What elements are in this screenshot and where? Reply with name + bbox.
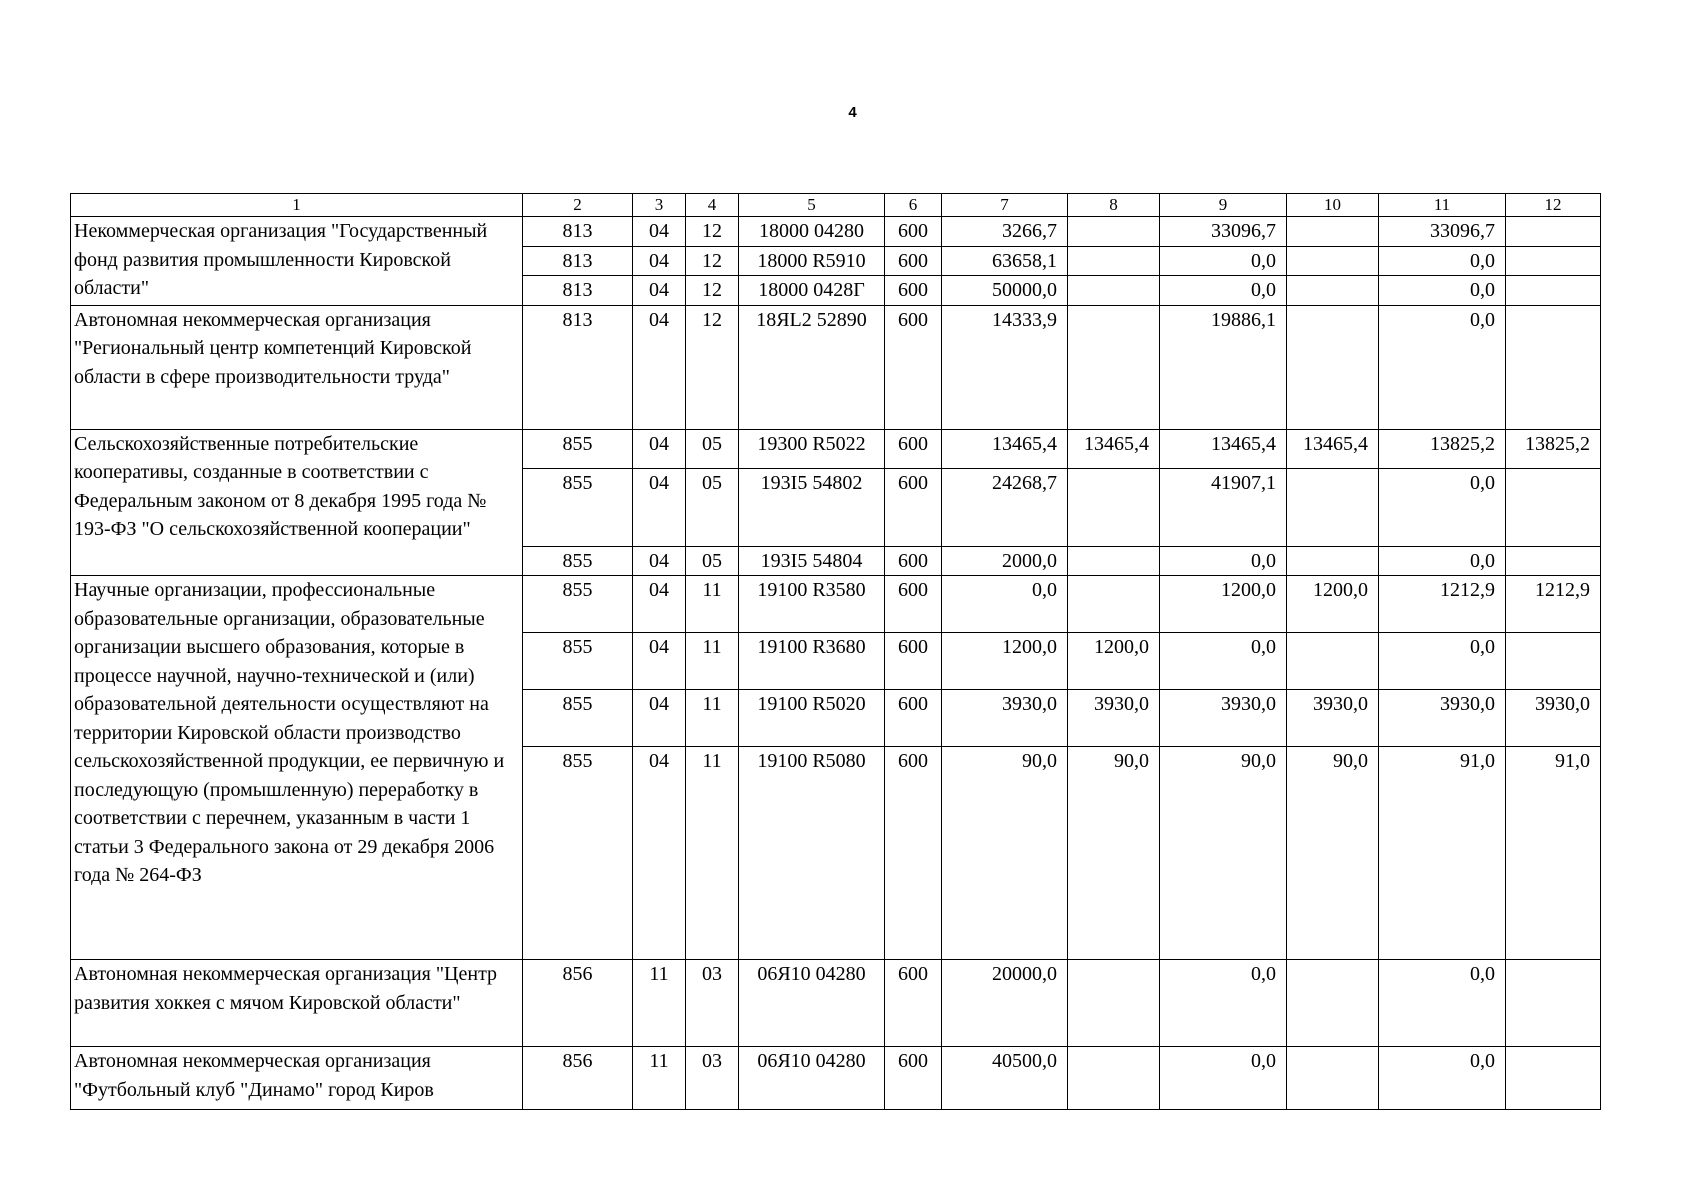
table-cell-col-12 (1506, 1047, 1601, 1110)
organization-name: Автономная некоммерческая организация "Центр развития хоккея с мячом Кировской области" (71, 960, 523, 1047)
table-cell-col-12: 3930,0 (1506, 690, 1601, 747)
table-cell-col-4: 12 (686, 305, 739, 429)
table-cell-col-5: 193I5 54802 (739, 468, 885, 546)
table-cell-col-9: 41907,1 (1160, 468, 1287, 546)
table-cell-col-11: 0,0 (1379, 546, 1506, 576)
table-cell-col-9: 13465,4 (1160, 429, 1287, 468)
table-cell-col-5: 18000 0428Г (739, 276, 885, 306)
table-cell-col-11: 0,0 (1379, 305, 1506, 429)
table-cell-col-10: 90,0 (1287, 747, 1379, 960)
table-cell-col-10 (1287, 217, 1379, 247)
table-cell-col-12 (1506, 276, 1601, 306)
table-cell-col-8 (1068, 546, 1160, 576)
organization-name: Автономная некоммерческая организация "Футбольный клуб "Динамо" город Киров (71, 1047, 523, 1110)
table-cell-col-2: 855 (523, 546, 633, 576)
table-cell-col-2: 856 (523, 1047, 633, 1110)
table-cell-col-4: 11 (686, 690, 739, 747)
table-cell-col-6: 600 (885, 468, 942, 546)
table-cell-col-6: 600 (885, 633, 942, 690)
table-cell-col-12 (1506, 960, 1601, 1047)
table-cell-col-3: 04 (633, 633, 686, 690)
table-cell-col-2: 856 (523, 960, 633, 1047)
header-cell-2: 2 (523, 194, 633, 217)
table-cell-col-3: 04 (633, 429, 686, 468)
table-cell-col-7: 0,0 (942, 576, 1068, 633)
page-number: 4 (848, 104, 857, 121)
organization-name: Некоммерческая организация "Государственный фонд развития промышленности Кировской области" (71, 217, 523, 306)
table-cell-col-4: 11 (686, 576, 739, 633)
table-cell-col-11: 1212,9 (1379, 576, 1506, 633)
table-cell-col-5: 19100 R3580 (739, 576, 885, 633)
budget-table (70, 193, 1601, 1110)
table-cell-col-7: 20000,0 (942, 960, 1068, 1047)
header-cell-11: 11 (1379, 194, 1506, 217)
table-cell-col-10 (1287, 468, 1379, 546)
table-cell-col-6: 600 (885, 1047, 942, 1110)
table-cell-col-11: 13825,2 (1379, 429, 1506, 468)
table-cell-col-8: 1200,0 (1068, 633, 1160, 690)
table-cell-col-10: 3930,0 (1287, 690, 1379, 747)
table-cell-col-4: 05 (686, 429, 739, 468)
table-cell-col-10 (1287, 546, 1379, 576)
table-cell-col-8 (1068, 468, 1160, 546)
table-cell-col-6: 600 (885, 429, 942, 468)
table-cell-col-3: 04 (633, 468, 686, 546)
table-cell-col-10: 1200,0 (1287, 576, 1379, 633)
table-cell-col-2: 813 (523, 246, 633, 276)
table-cell-col-3: 11 (633, 1047, 686, 1110)
table-cell-col-3: 04 (633, 217, 686, 247)
table-cell-col-6: 600 (885, 305, 942, 429)
table-cell-col-5: 193I5 54804 (739, 546, 885, 576)
table-cell-col-10 (1287, 1047, 1379, 1110)
table-cell-col-12: 1212,9 (1506, 576, 1601, 633)
header-cell-3: 3 (633, 194, 686, 217)
table-cell-col-3: 04 (633, 546, 686, 576)
table-cell-col-10 (1287, 633, 1379, 690)
table-cell-col-3: 11 (633, 960, 686, 1047)
table-cell-col-5: 18000 R5910 (739, 246, 885, 276)
organization-name: Сельскохозяйственные потребительские кооперативы, созданные в соответствии с Федеральным законом от 8 декабря 1995 года № 193-ФЗ "О сельскохозяйственной кооперации" (71, 429, 523, 576)
table-cell-col-8 (1068, 246, 1160, 276)
header-cell-1: 1 (71, 194, 523, 217)
table-cell-col-12 (1506, 305, 1601, 429)
table-row (71, 960, 1601, 1047)
table-row (71, 576, 1601, 633)
table-cell-col-7: 40500,0 (942, 1047, 1068, 1110)
table-cell-col-12 (1506, 246, 1601, 276)
table-cell-col-8 (1068, 576, 1160, 633)
table-cell-col-6: 600 (885, 546, 942, 576)
header-cell-6: 6 (885, 194, 942, 217)
table-cell-col-6: 600 (885, 747, 942, 960)
table-cell-col-7: 2000,0 (942, 546, 1068, 576)
table-cell-col-8 (1068, 1047, 1160, 1110)
table-row (71, 1047, 1601, 1110)
header-cell-4: 4 (686, 194, 739, 217)
table-cell-col-7: 24268,7 (942, 468, 1068, 546)
table-cell-col-5: 19100 R3680 (739, 633, 885, 690)
table-row (71, 217, 1601, 247)
table-cell-col-11: 0,0 (1379, 276, 1506, 306)
table-cell-col-5: 18ЯL2 52890 (739, 305, 885, 429)
table-cell-col-9: 0,0 (1160, 546, 1287, 576)
organization-name: Автономная некоммерческая организация "Региональный центр компетенций Кировской области в сфере производительности труда" (71, 305, 523, 429)
table-cell-col-5: 19300 R5022 (739, 429, 885, 468)
table-cell-col-12: 13825,2 (1506, 429, 1601, 468)
table-cell-col-8 (1068, 276, 1160, 306)
table-cell-col-11: 3930,0 (1379, 690, 1506, 747)
table-cell-col-5: 19100 R5020 (739, 690, 885, 747)
header-cell-12: 12 (1506, 194, 1601, 217)
table-cell-col-4: 12 (686, 217, 739, 247)
table-cell-col-9: 19886,1 (1160, 305, 1287, 429)
table-cell-col-6: 600 (885, 960, 942, 1047)
header-cell-8: 8 (1068, 194, 1160, 217)
table-cell-col-4: 11 (686, 633, 739, 690)
table-cell-col-2: 855 (523, 468, 633, 546)
table-cell-col-9: 1200,0 (1160, 576, 1287, 633)
table-cell-col-9: 0,0 (1160, 633, 1287, 690)
table-cell-col-4: 03 (686, 960, 739, 1047)
table-cell-col-7: 3266,7 (942, 217, 1068, 247)
header-cell-7: 7 (942, 194, 1068, 217)
table-cell-col-7: 63658,1 (942, 246, 1068, 276)
table-cell-col-3: 04 (633, 576, 686, 633)
table-cell-col-7: 3930,0 (942, 690, 1068, 747)
table-cell-col-7: 14333,9 (942, 305, 1068, 429)
table-cell-col-8: 90,0 (1068, 747, 1160, 960)
table-cell-col-10 (1287, 246, 1379, 276)
table-cell-col-12 (1506, 633, 1601, 690)
table-cell-col-3: 04 (633, 690, 686, 747)
table-cell-col-3: 04 (633, 246, 686, 276)
table-cell-col-2: 855 (523, 690, 633, 747)
table-cell-col-8: 13465,4 (1068, 429, 1160, 468)
table-cell-col-7: 50000,0 (942, 276, 1068, 306)
table-cell-col-10 (1287, 305, 1379, 429)
table-cell-col-2: 813 (523, 276, 633, 306)
table-body (71, 194, 1601, 1110)
table-cell-col-12: 91,0 (1506, 747, 1601, 960)
table-cell-col-11: 33096,7 (1379, 217, 1506, 247)
table-cell-col-6: 600 (885, 576, 942, 633)
table-cell-col-9: 0,0 (1160, 960, 1287, 1047)
table-cell-col-6: 600 (885, 246, 942, 276)
table-cell-col-9: 90,0 (1160, 747, 1287, 960)
table-cell-col-5: 19100 R5080 (739, 747, 885, 960)
header-cell-10: 10 (1287, 194, 1379, 217)
table-cell-col-11: 91,0 (1379, 747, 1506, 960)
table-row (71, 429, 1601, 468)
header-cell-9: 9 (1160, 194, 1287, 217)
table-cell-col-6: 600 (885, 276, 942, 306)
table-row (71, 305, 1601, 429)
table-cell-col-2: 813 (523, 217, 633, 247)
table-cell-col-2: 855 (523, 747, 633, 960)
table-cell-col-2: 855 (523, 576, 633, 633)
table-cell-col-8 (1068, 960, 1160, 1047)
table-cell-col-12 (1506, 546, 1601, 576)
table-cell-col-9: 0,0 (1160, 246, 1287, 276)
table-cell-col-8 (1068, 305, 1160, 429)
table-cell-col-4: 05 (686, 546, 739, 576)
table-cell-col-11: 0,0 (1379, 960, 1506, 1047)
table-cell-col-5: 06Я10 04280 (739, 1047, 885, 1110)
header-cell-5: 5 (739, 194, 885, 217)
table-cell-col-10 (1287, 960, 1379, 1047)
table-cell-col-11: 0,0 (1379, 1047, 1506, 1110)
table-cell-col-11: 0,0 (1379, 468, 1506, 546)
table-cell-col-7: 90,0 (942, 747, 1068, 960)
table-cell-col-2: 855 (523, 633, 633, 690)
table-cell-col-4: 03 (686, 1047, 739, 1110)
table-cell-col-2: 813 (523, 305, 633, 429)
table-cell-col-12 (1506, 217, 1601, 247)
table-cell-col-9: 0,0 (1160, 1047, 1287, 1110)
table-cell-col-2: 855 (523, 429, 633, 468)
table-cell-col-5: 06Я10 04280 (739, 960, 885, 1047)
table-cell-col-9: 0,0 (1160, 276, 1287, 306)
table-cell-col-4: 11 (686, 747, 739, 960)
table-cell-col-4: 12 (686, 276, 739, 306)
table-cell-col-7: 13465,4 (942, 429, 1068, 468)
table-cell-col-3: 04 (633, 276, 686, 306)
table-cell-col-10 (1287, 276, 1379, 306)
table-cell-col-9: 3930,0 (1160, 690, 1287, 747)
table-cell-col-4: 12 (686, 246, 739, 276)
table-cell-col-3: 04 (633, 747, 686, 960)
table-cell-col-5: 18000 04280 (739, 217, 885, 247)
table-cell-col-10: 13465,4 (1287, 429, 1379, 468)
table-cell-col-8: 3930,0 (1068, 690, 1160, 747)
table-cell-col-9: 33096,7 (1160, 217, 1287, 247)
table-cell-col-11: 0,0 (1379, 246, 1506, 276)
table-cell-col-12 (1506, 468, 1601, 546)
table-cell-col-8 (1068, 217, 1160, 247)
table-cell-col-6: 600 (885, 690, 942, 747)
header-row (71, 194, 1601, 217)
organization-name: Научные организации, профессиональные образовательные организации, образовательные организации высшего образования, которые в процессе научной, научно-технической и (или) образовательной деятельности осуществляют на территории Кировской области производство сельскохозяйственной продукции, ее первичную и последующую (промышленную) переработку в соответствии с перечнем, указанным в части 1 статьи 3 Федерального закона от 29 декабря 2006 года № 264-ФЗ (71, 576, 523, 960)
table-cell-col-6: 600 (885, 217, 942, 247)
table-cell-col-11: 0,0 (1379, 633, 1506, 690)
table-cell-col-3: 04 (633, 305, 686, 429)
table-cell-col-7: 1200,0 (942, 633, 1068, 690)
table-cell-col-4: 05 (686, 468, 739, 546)
